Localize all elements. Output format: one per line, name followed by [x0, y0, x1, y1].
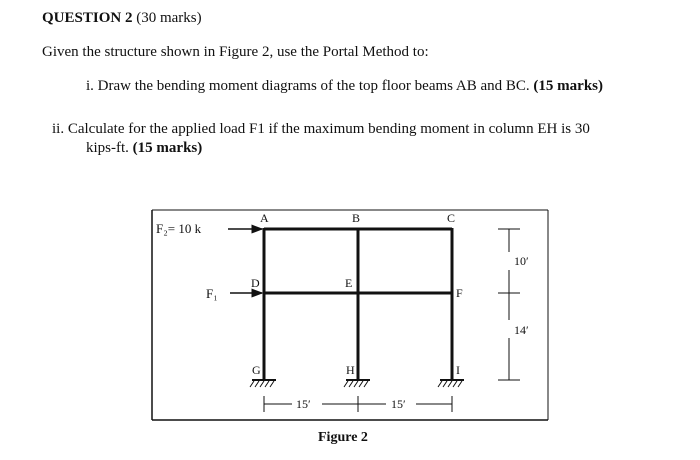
- part-ii-line-2: [86, 140, 202, 157]
- node-label-G: G: [252, 363, 261, 377]
- part-i-marks: (15 marks): [533, 78, 603, 94]
- node-label-H: H: [346, 363, 355, 377]
- load-label-f1: F₁: [206, 286, 218, 301]
- height-dimension-line: [498, 229, 520, 380]
- question-title: [42, 10, 202, 27]
- part-i-text: i. Draw the bending moment diagrams of the top floor beams AB and BC.: [86, 78, 534, 94]
- question-intro: Given the structure shown in Figure 2, use the Portal Method to:: [42, 44, 429, 60]
- node-label-B: B: [352, 211, 361, 225]
- question-marks: (30 marks): [132, 10, 202, 26]
- question-number: QUESTION 2: [42, 10, 133, 26]
- node-label-I: I: [456, 363, 460, 377]
- part-ii-line-1: ii. Calculate for the applied load F1 if the maximum bending moment in column EH is 30: [52, 121, 590, 137]
- height-label-top: 10′: [514, 254, 529, 268]
- span-label-2: 15′: [391, 397, 406, 411]
- node-label-A: A: [260, 211, 269, 225]
- node-label-D: D: [251, 276, 260, 290]
- support-H: [344, 380, 370, 387]
- figure-2: [150, 200, 570, 455]
- frame-diagram: [150, 200, 570, 455]
- load-label-f2: F₂= 10 k: [156, 221, 202, 236]
- support-I: [438, 380, 464, 387]
- node-label-E: E: [345, 276, 353, 290]
- part-i: [86, 78, 603, 95]
- figure-caption: Figure 2: [318, 430, 368, 445]
- part-ii-text: kips-ft.: [86, 140, 133, 156]
- support-G: [250, 380, 276, 387]
- span-dimension-line: [264, 396, 452, 412]
- part-ii-marks: (15 marks): [132, 140, 203, 156]
- height-label-bottom: 14′: [514, 323, 529, 337]
- node-label-F: F: [456, 286, 463, 300]
- span-label-1: 15′: [296, 397, 311, 411]
- node-label-C: C: [447, 211, 456, 225]
